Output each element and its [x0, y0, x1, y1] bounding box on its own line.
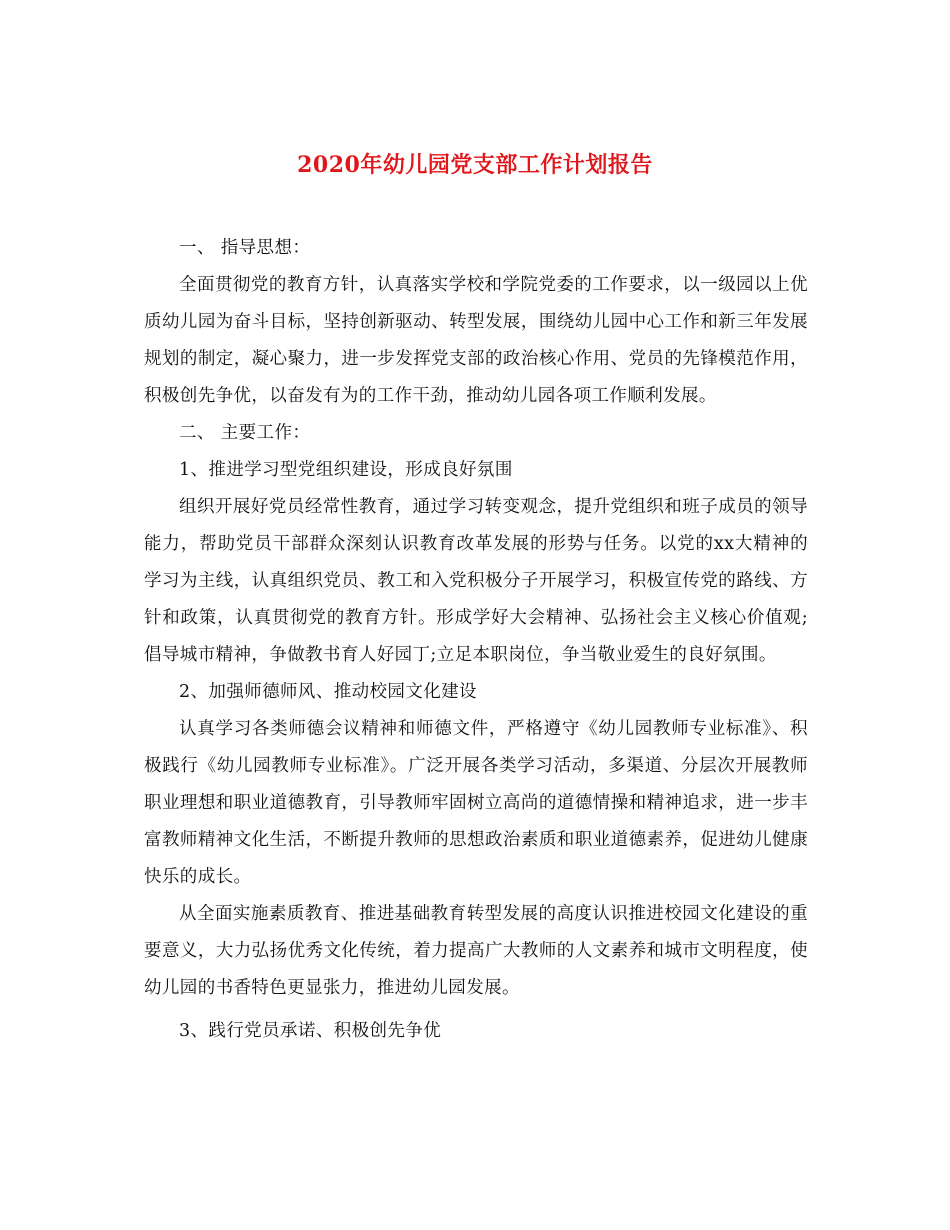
document-title: 2020年幼儿园党支部工作计划报告: [297, 152, 653, 178]
paragraph-teacher-ethics: 认真学习各类师德会议精神和师德文件，严格遵守《幼儿园教师专业标准》、积极践行《幼儿园教师专业标准》。广泛开展各类学习活动，多渠道、分层次开展教师职业理想和职业道德教育，引导教师牢固树立高尚的道德情操和精神追求，进一步丰富教师精神文化生活，不断提升教师的思想政治素质和职业道德素养，促进幼儿健康快乐的成长。: [144, 719, 808, 887]
document-body: [144, 230, 808, 1050]
section-heading-guiding-ideology: 一、 指导思想：: [179, 238, 311, 258]
paragraph-campus-culture: 从全面实施素质教育、推进基础教育转型发展的高度认识推进校园文化建设的重要意义，大力弘扬优秀文化传统，着力提高广大教师的人文素养和城市文明程度，使幼儿园的书香特色更显张力，推进幼儿园发展。: [144, 904, 808, 998]
subheading-learning-organization: 1、推进学习型党组织建设，形成良好氛围: [179, 460, 513, 480]
paragraph-guiding-ideology: 全面贯彻党的教育方针，认真落实学校和学院党委的工作要求，以一级园以上优质幼儿园为奋斗目标，坚持创新驱动、转型发展，围绕幼儿园中心工作和新三年发展规划的制定，凝心聚力，进一步发挥党支部的政治核心作用、党员的先锋模范作用，积极创先争优，以奋发有为的工作干劲，推动幼儿园各项工作顺利发展。: [144, 275, 808, 406]
paragraph-learning-organization: 组织开展好党员经常性教育，通过学习转变观念，提升党组织和班子成员的领导能力，帮助党员干部群众深刻认识教育改革发展的形势与任务。以党的xx大精神的学习为主线，认真组织党员、教工和入党积极分子开展学习，积极宣传党的路线、方针和政策，认真贯彻党的教育方针。形成学好大会精神、弘扬社会主义核心价值观;倡导城市精神，争做教书育人好园丁;立足本职岗位，争当敬业爱生的良好氛围。: [144, 497, 808, 665]
section-heading-main-work: 二、 主要工作：: [179, 423, 311, 443]
subheading-teacher-ethics: 2、加强师德师风、推动校园文化建设: [179, 682, 477, 702]
subheading-party-commitment: 3、践行党员承诺、积极创先争优: [179, 1021, 442, 1041]
